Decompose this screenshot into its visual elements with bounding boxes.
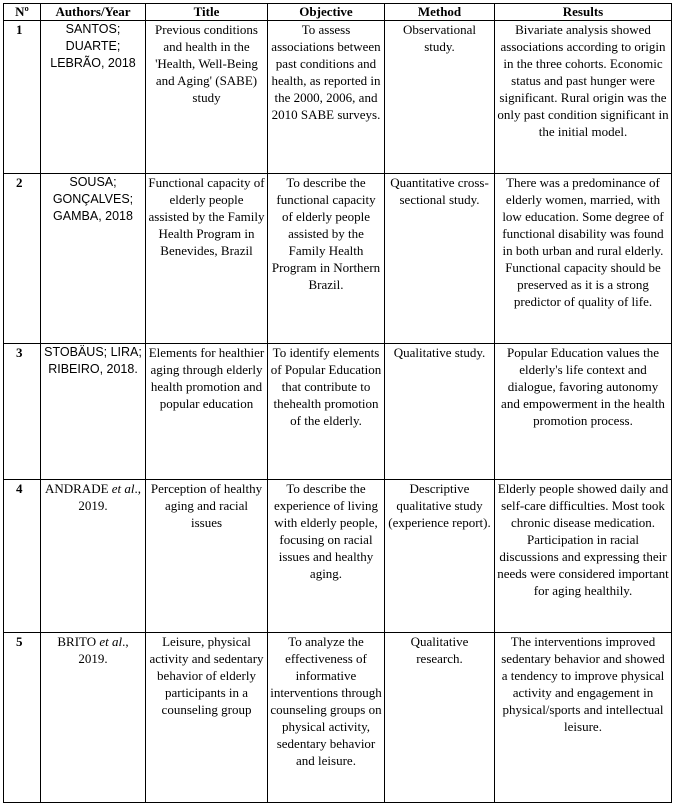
row-method: Observational study. [385,21,495,174]
author-name: ANDRADE [44,481,112,496]
author-year: ., 2019. [78,634,129,666]
table-row [4,174,672,344]
table-row [4,480,672,633]
row-title: Perception of healthy aging and racial issues [146,480,268,633]
row-objective: To identify elements of Popular Education that contribute to thehealth promotion of the elderly. [268,344,385,480]
row-objective: To assess associations between past conditions and health, as reported in the 2000, 2006, and 2010 SABE surveys. [268,21,385,174]
header-row [4,4,672,21]
row-number: 3 [4,344,41,480]
row-objective: To describe the experience of living with elderly people, focusing on racial issues and healthy aging. [268,480,385,633]
header-num: Nº [4,4,41,21]
row-number: 1 [4,21,41,174]
row-results: Elderly people showed daily and self-care difficulties. Most took chronic disease medication. Participation in racial discussions and expressing their needs were considered important for aging healthily. [495,480,672,633]
table-row [4,21,672,174]
row-results: There was a predominance of elderly women, married, with low education. Some degree of functional disability was found in both urban and rural elderly. Functional capacity should be preserved as it is a strong predictor of quality of life. [495,174,672,344]
row-authors: SANTOS; DUARTE; LEBRÃO, 2018 [41,21,146,174]
row-method: Qualitative study. [385,344,495,480]
row-number: 2 [4,174,41,344]
row-authors [41,633,146,803]
row-authors: SOUSA; GONÇALVES; GAMBA, 2018 [41,174,146,344]
row-title: Previous conditions and health in the 'Health, Well-Being and Aging' (SABE) study [146,21,268,174]
row-title: Functional capacity of elderly people assisted by the Family Health Program in Benevides, Brazil [146,174,268,344]
row-title: Leisure, physical activity and sedentary behavior of elderly participants in a counseling group [146,633,268,803]
row-authors: STOBÄUS; LIRA; RIBEIRO, 2018. [41,344,146,480]
row-results: Bivariate analysis showed associations according to origin in the three cohorts. Economic status and past hunger were significant. Rural origin was the only past condition significant in the initial model. [495,21,672,174]
row-method: Descriptive qualitative study (experience report). [385,480,495,633]
row-results: The interventions improved sedentary behavior and showed a tendency to improve physical activity and engagement in physical/sports and intellectual leisure. [495,633,672,803]
header-objective: Objective [268,4,385,21]
row-results: Popular Education values the elderly's life context and dialogue, favoring autonomy and empowerment in the health promotion process. [495,344,672,480]
header-authors: Authors/Year [41,4,146,21]
table-row [4,344,672,480]
et-al-label: et al [111,481,135,496]
row-authors [41,480,146,633]
row-number: 5 [4,633,41,803]
row-objective: To describe the functional capacity of elderly people assisted by the Family Health Program in Northern Brazil. [268,174,385,344]
header-title: Title [146,4,268,21]
row-objective: To analyze the effectiveness of informative interventions through counseling groups on physical activity, sedentary behavior and leisure. [268,633,385,803]
row-title: Elements for healthier aging through elderly health promotion and popular education [146,344,268,480]
studies-table [3,3,672,803]
row-method: Qualitative research. [385,633,495,803]
et-al-label: et al [99,634,123,649]
author-year: ., 2019. [78,481,142,513]
header-method: Method [385,4,495,21]
row-number: 4 [4,480,41,633]
table-row [4,633,672,803]
header-results: Results [495,4,672,21]
author-name: BRITO [57,634,100,649]
row-method: Quantitative cross-sectional study. [385,174,495,344]
